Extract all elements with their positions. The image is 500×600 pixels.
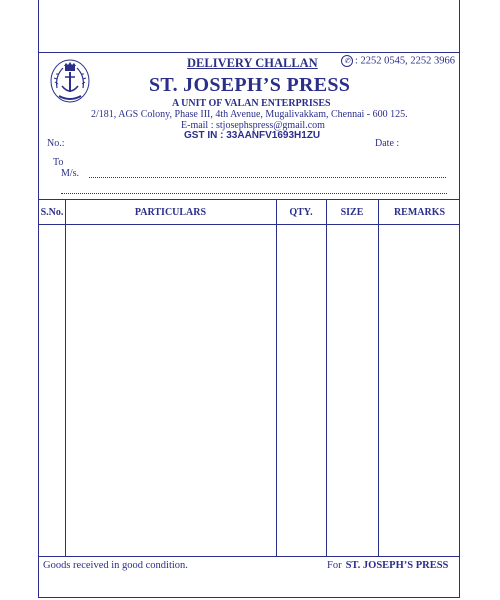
recipient-line-2	[61, 193, 447, 194]
phone-numbers: : 2252 0545, 2252 3966	[355, 55, 456, 67]
to-label: To	[53, 157, 64, 168]
column-divider	[378, 200, 379, 556]
phone-icon: ✆	[341, 55, 353, 67]
goods-received-note: Goods received in good condition.	[43, 560, 188, 571]
company-address: 2/181, AGS Colony, Phase III, 4th Avenue, Mugalivakkam, Chennai - 600 125.	[91, 109, 408, 120]
column-header-qty: QTY.	[289, 207, 313, 218]
for-label: For	[327, 560, 342, 571]
signature-block	[327, 560, 448, 571]
column-header-sno: S.No.	[40, 207, 64, 218]
press-logo	[49, 58, 91, 104]
logo-emblem-icon	[49, 58, 91, 104]
column-header-particulars: PARTICULARS	[134, 207, 207, 218]
challan-sheet	[38, 0, 460, 598]
company-email: E-mail : stjosephspress@gmail.com	[181, 120, 325, 131]
ms-label: M/s.	[61, 168, 80, 179]
table-header-divider	[39, 224, 459, 225]
items-table	[39, 199, 459, 557]
number-label: No.:	[47, 138, 65, 149]
signature-company: ST. JOSEPH’S PRESS	[345, 560, 449, 571]
column-header-size: SIZE	[340, 207, 364, 218]
phone-line	[341, 55, 455, 67]
column-divider	[276, 200, 277, 556]
column-header-remarks: REMARKS	[393, 207, 446, 218]
date-label: Date :	[375, 138, 400, 149]
column-divider	[326, 200, 327, 556]
column-divider	[65, 200, 66, 556]
document-title: DELIVERY CHALLAN	[187, 56, 318, 70]
top-blank-band	[39, 0, 459, 53]
gst-number: GST IN : 33AANFV1693H1ZU	[184, 130, 321, 141]
company-name: ST. JOSEPH’S PRESS	[149, 74, 351, 96]
recipient-line-1	[89, 177, 446, 178]
company-unit: A UNIT OF VALAN ENTERPRISES	[172, 98, 331, 109]
